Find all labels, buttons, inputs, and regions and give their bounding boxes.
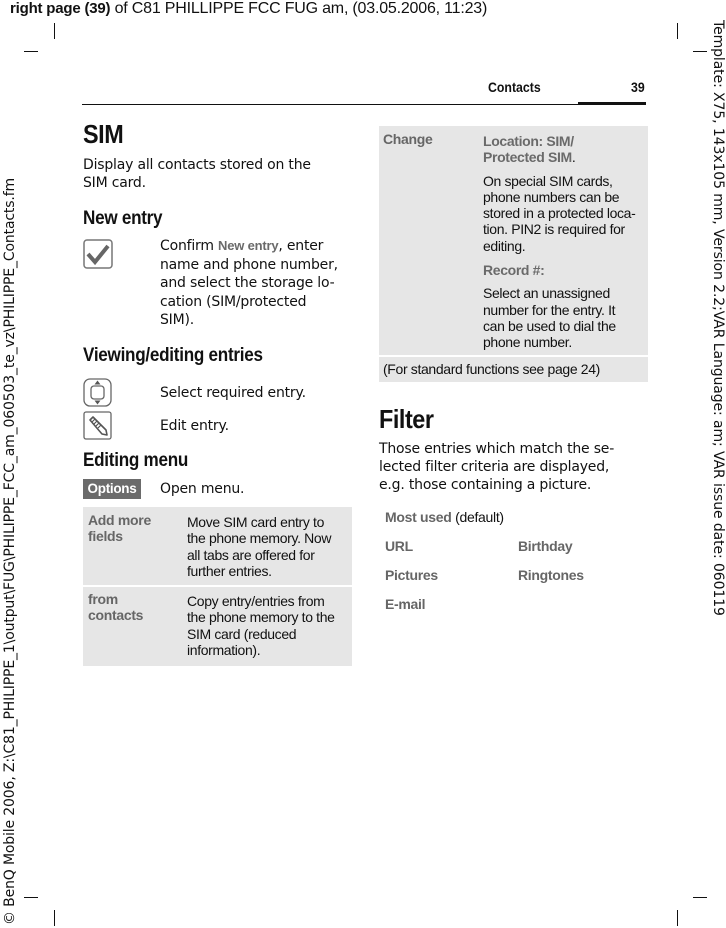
navigation-key-icon: [83, 378, 112, 407]
heading-viewing-editing: Viewing/editing entries: [83, 345, 263, 366]
heading-new-entry: New entry: [83, 208, 163, 229]
table-key: Change: [383, 131, 433, 147]
text-line: phone number.: [483, 334, 572, 351]
text-line: the phone memory. Now: [187, 530, 332, 547]
table-value: [187, 514, 331, 579]
text-line: SIM).: [160, 312, 195, 328]
text-line: lected filter criteria are displayed,: [379, 459, 610, 475]
filter-option-label: Most used: [385, 509, 452, 525]
text-line: and select the storage lo-: [160, 275, 335, 291]
slug-doc-info: of C81 PHILLIPPE FCC FUG am, (03.05.2006, 11:23): [110, 0, 488, 17]
page-number: 39: [631, 79, 645, 95]
crop-mark: [693, 897, 707, 898]
text-line: information).: [187, 641, 261, 658]
text-line: Move SIM card entry to: [187, 514, 325, 530]
table-key: [88, 512, 151, 544]
text-line: Select an unassigned: [483, 285, 610, 302]
template-info: Template: X75, 143x105 mm, Version 2.2;VAR Language: am; VAR issue date: 060119: [710, 20, 726, 616]
text-line: [483, 149, 635, 165]
text-fragment: .: [571, 149, 576, 166]
text-line: further entries.: [187, 562, 272, 579]
filter-option-ringtones: Ringtones: [518, 567, 584, 583]
new-entry-text: [160, 237, 338, 330]
record-text: [483, 285, 635, 350]
heading-editing-menu: Editing menu: [83, 450, 189, 471]
text-line: Display all contacts stored on the: [83, 157, 311, 173]
copyright-path: © BenQ Mobile 2006, Z:\C81_PHILIPPE_1\output\FUG\PHILIPPE_FCC_am_060503_te_vz\PHILIPPE_Contacts.fm: [2, 178, 18, 925]
slug-page-label: right page (39): [10, 0, 111, 17]
default-note: (default): [451, 509, 504, 525]
header-rule: [82, 104, 646, 105]
change-table: [379, 126, 648, 382]
table-divider: [83, 585, 352, 587]
text-line: Location: SIM/: [483, 133, 574, 149]
table-value: [187, 593, 335, 658]
text-line: from: [88, 591, 118, 607]
filter-option-most-used: [385, 509, 504, 525]
text-line: Add more: [88, 512, 151, 528]
sim-intro: [83, 156, 311, 192]
text-line: Those entries which match the se-: [379, 441, 615, 457]
crop-mark: [24, 51, 38, 52]
heading-sim: SIM: [83, 119, 124, 149]
text-line: number for the entry. It: [483, 301, 616, 318]
crop-mark: [677, 910, 678, 926]
filter-option-email: E-mail: [385, 596, 426, 612]
record-label: Record #:: [483, 262, 545, 279]
table-key: [88, 591, 143, 623]
checkmark-key-icon: [83, 239, 113, 269]
options-softkey: Options: [83, 479, 141, 499]
text-line: e.g. those containing a picture.: [379, 477, 592, 493]
text-line: fields: [88, 528, 123, 544]
text-line: stored in a protected loca-: [483, 205, 636, 222]
text-fragment: Confirm: [160, 238, 219, 254]
filter-option-url: URL: [385, 538, 413, 554]
viewing-item-text: Edit entry.: [160, 418, 229, 434]
table-divider: [379, 355, 648, 357]
viewing-item-text: Select required entry.: [160, 385, 306, 401]
text-line: cation (SIM/protected: [160, 293, 307, 310]
standard-functions-note: (For standard functions see page 24): [383, 361, 600, 377]
text-line: all tabs are offered for: [187, 546, 315, 563]
text-line: SIM card.: [83, 175, 146, 191]
text-line: editing.: [483, 237, 526, 254]
text-line: the phone memory to the: [187, 609, 335, 626]
editing-menu-table: [83, 507, 352, 666]
table-value: [483, 133, 635, 351]
text-fragment: Protected SIM: [483, 149, 572, 166]
filter-option-pictures: Pictures: [385, 567, 438, 583]
crop-mark: [54, 910, 55, 926]
text-line: name and phone number,: [160, 256, 338, 273]
text-line: On special SIM cards,: [483, 172, 613, 189]
crop-mark: [24, 897, 38, 898]
text-line: can be used to dial the: [483, 317, 616, 334]
text-line: contacts: [88, 607, 144, 623]
section-title: Contacts: [488, 79, 541, 95]
text-line: tion. PIN2 is required for: [483, 221, 625, 238]
print-slug: [10, 0, 487, 18]
location-label: [483, 133, 635, 166]
text-line: [160, 237, 338, 256]
crop-mark: [677, 23, 678, 39]
header-rule-accent: [578, 102, 646, 105]
crop-mark: [54, 23, 55, 39]
text-line: SIM card (reduced: [187, 625, 297, 642]
options-text: Open menu.: [160, 481, 245, 497]
text-line: phone numbers can be: [483, 188, 620, 205]
text-line: Copy entry/entries from: [187, 593, 325, 609]
filter-option-birthday: Birthday: [518, 538, 573, 554]
keyword-new-entry: New entry: [218, 238, 279, 253]
filter-intro: [379, 440, 614, 494]
crop-mark: [693, 51, 707, 52]
heading-filter: Filter: [379, 404, 434, 434]
text-fragment: , enter: [278, 238, 324, 254]
location-text: [483, 173, 635, 254]
edit-pencil-icon: [83, 411, 112, 440]
